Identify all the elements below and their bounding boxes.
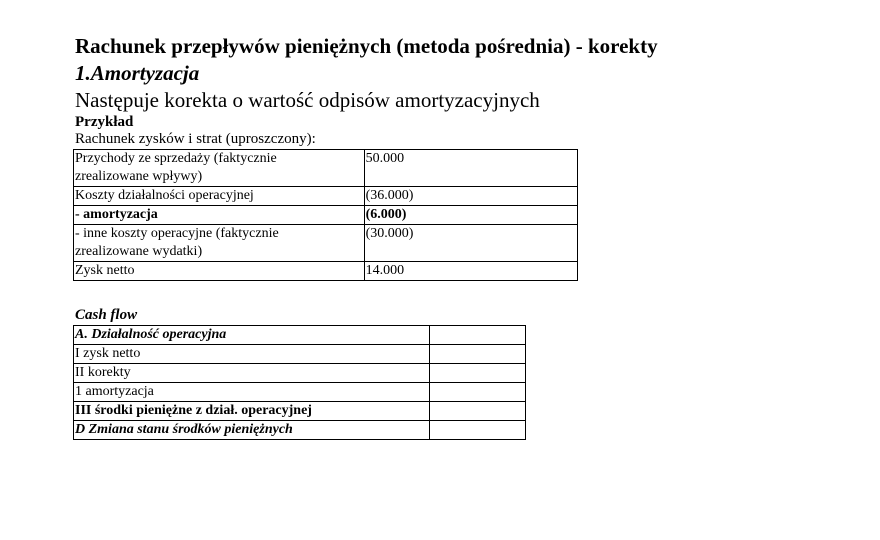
row-value [429, 402, 525, 421]
label-line: zrealizowane wpływy) [75, 169, 203, 184]
table-row [74, 225, 578, 262]
income-statement-table [73, 149, 578, 281]
pl-caption: Rachunek zysków i strat (uproszczony): [75, 131, 316, 147]
row-label: D Zmiana stanu środków pieniężnych [74, 421, 430, 440]
row-value: (30.000) [364, 225, 577, 262]
table-row [74, 150, 578, 187]
label-line: Przychody ze sprzedaży (faktycznie [75, 151, 277, 166]
table-row [74, 187, 578, 206]
document-title: Rachunek przepływów pieniężnych (metoda pośrednia) - korekty [75, 34, 658, 58]
row-value [429, 421, 525, 440]
row-label: Koszty działalności operacyjnej [74, 187, 365, 206]
row-value [429, 364, 525, 383]
table-row [74, 383, 526, 402]
row-value: 50.000 [364, 150, 577, 187]
section-title: 1.Amortyzacja [75, 61, 200, 85]
label-line: zrealizowane wydatki) [75, 244, 203, 259]
row-value [429, 345, 525, 364]
row-label: II korekty [74, 364, 430, 383]
cash-flow-title: Cash flow [75, 307, 138, 323]
row-label [74, 150, 365, 187]
row-label: Zysk netto [74, 262, 365, 281]
row-label: I zysk netto [74, 345, 430, 364]
row-label: A. Działalność operacyjna [74, 326, 430, 345]
row-value: (6.000) [364, 206, 577, 225]
row-label: - amortyzacja [74, 206, 365, 225]
row-label: 1 amortyzacja [74, 383, 430, 402]
table-row [74, 421, 526, 440]
table-row [74, 364, 526, 383]
table-row [74, 326, 526, 345]
example-label: Przykład [75, 114, 134, 130]
row-label: III środki pieniężne z dział. operacyjnej [74, 402, 430, 421]
row-value: 14.000 [364, 262, 577, 281]
cash-flow-table [73, 325, 526, 440]
intro-text: Następuje korekta o wartość odpisów amortyzacyjnych [75, 88, 540, 112]
row-label [74, 225, 365, 262]
row-value: (36.000) [364, 187, 577, 206]
label-line: - inne koszty operacyjne (faktycznie [75, 226, 279, 241]
table-row [74, 206, 578, 225]
row-value [429, 326, 525, 345]
table-row [74, 262, 578, 281]
table-row [74, 402, 526, 421]
row-value [429, 383, 525, 402]
table-row [74, 345, 526, 364]
